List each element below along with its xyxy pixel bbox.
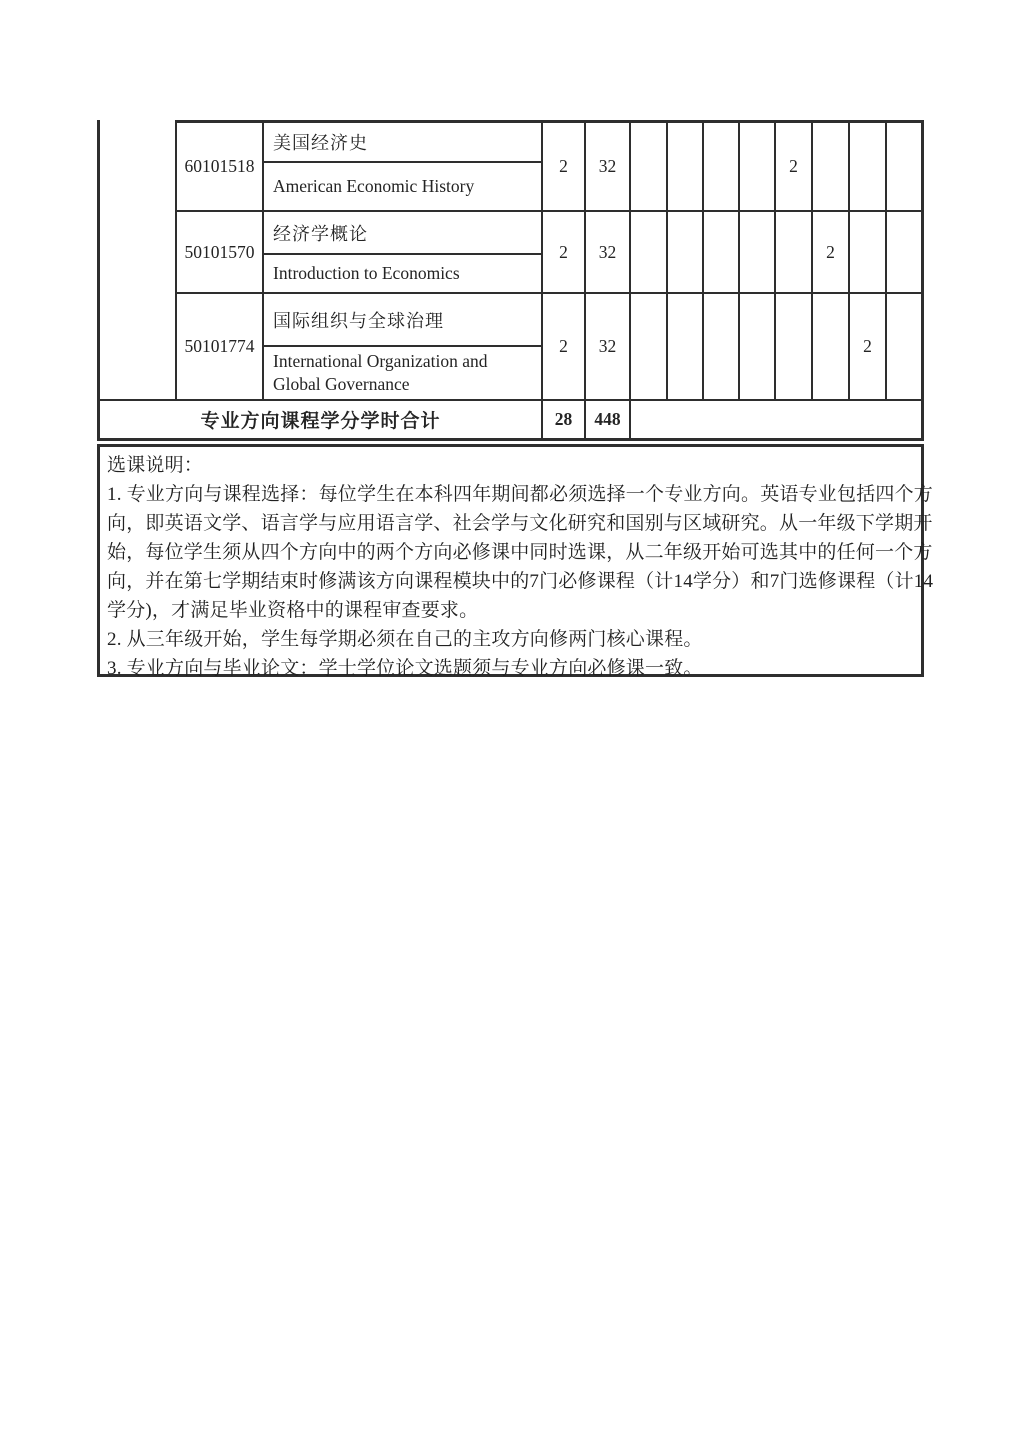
course-name-zh-cell	[264, 122, 541, 161]
credits-cell	[543, 122, 584, 210]
summary-label-cell	[100, 401, 541, 438]
course-name-en: American Economic History	[273, 175, 475, 196]
course-code-cell	[177, 212, 262, 292]
course-code-cell	[177, 294, 262, 399]
course-code: 60101518	[184, 155, 255, 176]
summary-label: 专业方向课程学分学时合计	[200, 411, 441, 432]
semester-column-line-8	[885, 121, 887, 401]
semester-value: 2	[826, 241, 835, 262]
table-right-border	[921, 120, 924, 441]
course-code: 50101570	[184, 241, 255, 262]
hours-value: 32	[598, 336, 617, 356]
summary-hours-cell	[586, 401, 629, 438]
course-name-en-cell	[264, 347, 541, 399]
hours-cell	[586, 294, 629, 399]
credits-value: 2	[559, 336, 568, 356]
semester-value: 2	[863, 336, 872, 356]
hours-value: 32	[598, 241, 617, 262]
credits-cell	[543, 212, 584, 292]
semester-value-cell	[813, 212, 848, 292]
course-name-en: International Organization and Global Governance	[273, 350, 488, 394]
semester-column-line-2	[666, 121, 668, 401]
notes-line: 向，即英语文学、语言学与应用语言学、社会学与文化研究和国别与区域研究。从一年级下学期开	[107, 513, 933, 534]
notes-line: 2. 从三年级开始，学生每学期必须在自己的主攻方向修两门核心课程。	[107, 629, 703, 650]
table-bottom-border	[97, 438, 924, 441]
course-name-en-cell	[264, 255, 541, 292]
summary-credits-total: 28	[554, 409, 573, 429]
table-left-border	[97, 120, 100, 441]
course-code-cell	[177, 122, 262, 210]
summary-credits-cell	[543, 401, 584, 438]
course-name-en: Introduction to Economics	[273, 262, 460, 283]
notes-line: 向，并在第七学期结束时修满该方向课程模块中的7门必修课程（计14学分）和7门选修课程（计14	[107, 571, 934, 592]
credits-value: 2	[559, 241, 568, 262]
course-selection-notes	[97, 444, 934, 679]
summary-hours-total: 448	[594, 409, 621, 429]
credits-value: 2	[559, 155, 568, 176]
semester-column-line-3	[702, 121, 704, 401]
semester-value: 2	[789, 155, 798, 176]
course-name-zh-cell	[264, 212, 541, 253]
semester-column-line-1	[629, 121, 631, 439]
course-name-zh-cell	[264, 294, 541, 345]
course-name-zh: 经济学概论	[273, 223, 368, 244]
semester-value-cell	[850, 294, 885, 399]
course-code: 50101774	[184, 336, 255, 356]
semester-column-line-4	[738, 121, 740, 401]
notes-line: 学分)，才满足毕业资格中的课程审查要求。	[107, 600, 479, 621]
credits-cell	[543, 294, 584, 399]
course-name-zh: 美国经济史	[273, 132, 368, 153]
course-name-zh: 国际组织与全球治理	[273, 310, 444, 331]
notes-heading: 选课说明：	[107, 455, 204, 476]
hours-cell	[586, 212, 629, 292]
notes-line: 3. 专业方向与毕业论文：学士学位论文选题须与专业方向必修课一致。	[107, 658, 703, 679]
semester-value-cell	[776, 122, 811, 210]
hours-value: 32	[598, 155, 617, 176]
hours-cell	[586, 122, 629, 210]
course-name-en-cell	[264, 163, 541, 210]
notes-line: 1. 专业方向与课程选择：每位学生在本科四年期间都必须选择一个专业方向。英语专业包括四个方	[107, 484, 934, 505]
notes-line: 始，每位学生须从四个方向中的两个方向必修课中同时选课，从二年级开始可选其中的任何一个方	[107, 542, 933, 563]
